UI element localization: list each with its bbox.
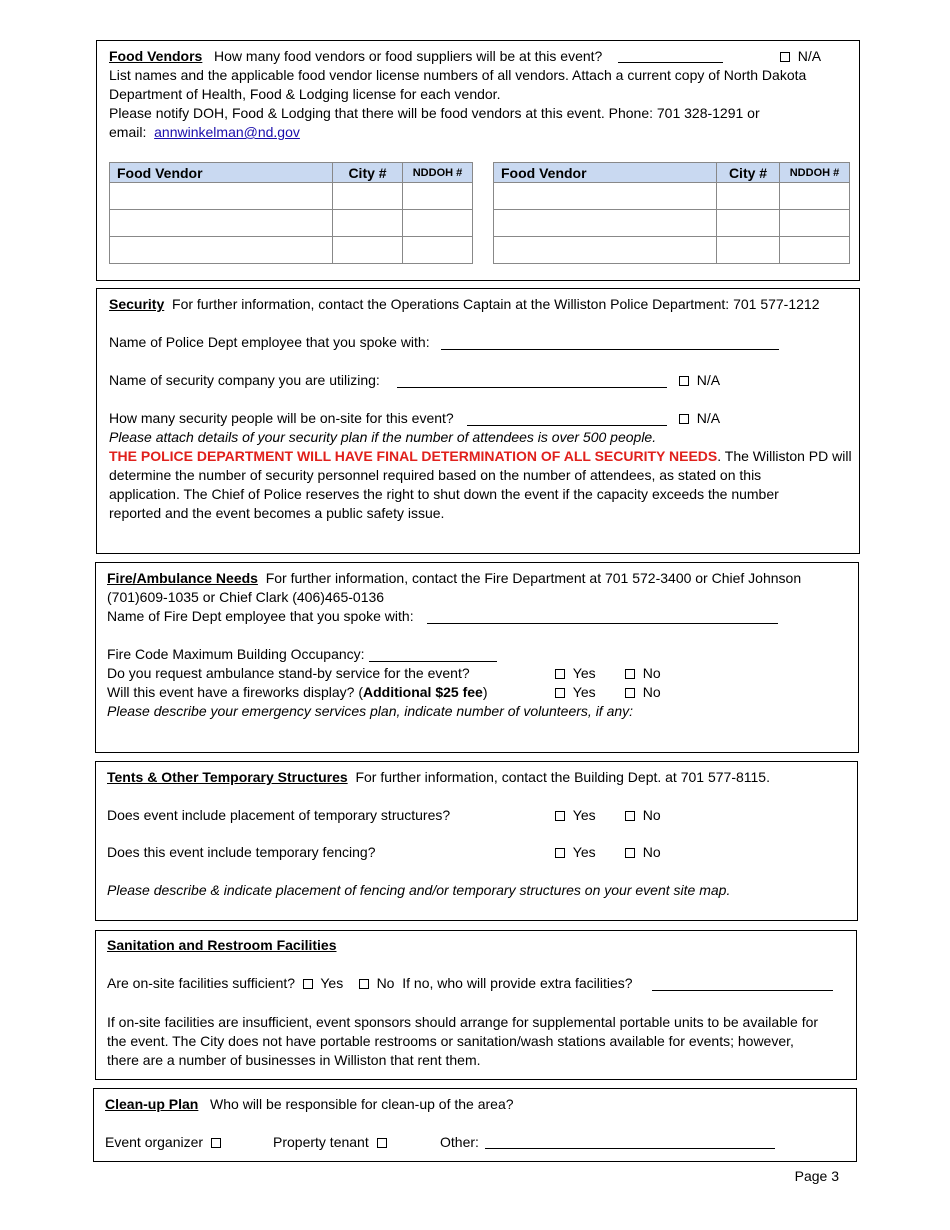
- tents-structures-question: Does event include placement of temporary structures?: [107, 807, 451, 823]
- tents-fencing-question: Does this event include temporary fencing?: [107, 844, 376, 860]
- food-line-2: Department of Health, Food & Lodging license for each vendor.: [109, 86, 501, 102]
- fire-occupancy-field[interactable]: [369, 661, 497, 662]
- yes-label: Yes: [572, 665, 596, 681]
- vendor-cell[interactable]: [110, 183, 333, 210]
- fire-label: Fire/Ambulance Needs: [107, 570, 258, 586]
- page-number: Page 3: [794, 1168, 839, 1184]
- fire-intro-row: [107, 569, 801, 588]
- police-employee-field[interactable]: [441, 349, 779, 350]
- table-row: [494, 237, 850, 264]
- food-line-1: List names and the applicable food vendor license numbers of all vendors. Attach a current copy of North Dakota: [109, 67, 807, 83]
- security-line-3: application. The Chief of Police reserves the right to shut down the event if the capacity exceeds the number: [109, 486, 779, 502]
- ambulance-yes-checkbox[interactable]: [555, 669, 565, 679]
- fireworks-close: ): [482, 684, 488, 700]
- nddoh-cell[interactable]: [780, 237, 850, 264]
- fire-employee-question: Name of Fire Dept employee that you spoke with:: [107, 608, 414, 624]
- tents-intro-row: [107, 768, 770, 787]
- sanitation-line-1: If on-site facilities are insufficient, event sponsors should arrange for supplemental portable units to be available for: [107, 1014, 819, 1030]
- cleanup-organizer-option[interactable]: [105, 1133, 221, 1152]
- tents-describe-note: Please describe & indicate placement of fencing and/or temporary structures on your event site map.: [107, 882, 731, 898]
- table-row: [110, 183, 473, 210]
- security-company-na-option[interactable]: [679, 371, 720, 390]
- security-label: Security: [109, 296, 165, 312]
- cleanup-label: Clean-up Plan: [105, 1096, 199, 1112]
- food-email-label: email:: [109, 124, 147, 140]
- city-cell[interactable]: [333, 237, 403, 264]
- na-label: N/A: [696, 372, 721, 388]
- yes-label: Yes: [572, 844, 596, 860]
- city-col-header: City #: [717, 163, 780, 183]
- tents-label: Tents & Other Temporary Structures: [107, 769, 348, 785]
- food-na-label: N/A: [797, 48, 822, 64]
- cleanup-other-field[interactable]: [485, 1148, 775, 1149]
- fire-fireworks-question-row: [107, 683, 487, 702]
- sanitation-extra-question: If no, who will provide extra facilities?: [402, 975, 633, 991]
- nddoh-col-header: NDDOH #: [403, 163, 473, 183]
- vendor-cell[interactable]: [110, 210, 333, 237]
- fencing-yes-checkbox[interactable]: [555, 848, 565, 858]
- city-cell[interactable]: [333, 183, 403, 210]
- city-col-header: City #: [333, 163, 403, 183]
- yes-label: Yes: [320, 975, 344, 991]
- vendor-cell[interactable]: [110, 237, 333, 264]
- food-na-checkbox[interactable]: [780, 52, 790, 62]
- table-row: [494, 183, 850, 210]
- cleanup-tenant-option[interactable]: [273, 1133, 387, 1152]
- no-label: No: [642, 807, 661, 823]
- structures-yes-checkbox[interactable]: [555, 811, 565, 821]
- security-people-na-option[interactable]: [679, 409, 720, 428]
- table-row: [494, 210, 850, 237]
- fireworks-fee: Additional $25 fee: [363, 684, 483, 700]
- ambulance-yes-option[interactable]: [555, 664, 596, 683]
- food-vendor-table-right: [493, 162, 850, 264]
- fire-employee-field[interactable]: [427, 623, 778, 624]
- security-line-2: determine the number of security personnel required based on the number of attendees, as stated on this: [109, 467, 762, 483]
- security-attach-note: Please attach details of your security plan if the number of attendees is over 500 people.: [109, 429, 657, 445]
- nddoh-cell[interactable]: [780, 210, 850, 237]
- fire-line-2: (701)609-1035 or Chief Clark (406)465-0136: [107, 589, 385, 605]
- no-label: No: [642, 844, 661, 860]
- security-intro-row: [109, 295, 819, 314]
- fireworks-no-checkbox[interactable]: [625, 688, 635, 698]
- sanitation-line-2: the event. The City does not have portable restrooms or sanitation/wash stations available for events; however,: [107, 1033, 794, 1049]
- cleanup-other-option: [440, 1133, 479, 1152]
- food-vendor-table-left: [109, 162, 473, 264]
- vendor-cell[interactable]: [494, 183, 717, 210]
- fire-intro: For further information, contact the Fire Department at 701 572-3400 or Chief Johnson: [265, 570, 802, 586]
- nddoh-cell[interactable]: [403, 210, 473, 237]
- sanitation-question-row: [107, 974, 633, 993]
- ambulance-no-option[interactable]: [625, 664, 661, 683]
- food-vendors-label: Food Vendors: [109, 48, 203, 64]
- security-people-question: How many security people will be on-site for this event?: [109, 410, 454, 426]
- food-na-option[interactable]: [780, 47, 821, 66]
- security-warning-row: [109, 447, 852, 466]
- tents-intro: For further information, contact the Building Dept. at 701 577-8115.: [355, 769, 770, 785]
- city-cell[interactable]: [333, 210, 403, 237]
- fire-occupancy-question: Fire Code Maximum Building Occupancy:: [107, 646, 365, 662]
- sanitation-line-3: there are a number of businesses in Williston that rent them.: [107, 1052, 481, 1068]
- city-cell[interactable]: [717, 183, 780, 210]
- no-label: No: [642, 665, 661, 681]
- table-row: [110, 210, 473, 237]
- fireworks-yes-checkbox[interactable]: [555, 688, 565, 698]
- structures-no-checkbox[interactable]: [625, 811, 635, 821]
- cleanup-intro-row: [105, 1095, 514, 1114]
- sanitation-yes-checkbox[interactable]: [303, 979, 313, 989]
- na-label: N/A: [696, 410, 721, 426]
- structures-yes-option[interactable]: [555, 806, 596, 825]
- fireworks-yes-option[interactable]: [555, 683, 596, 702]
- food-vendors-question: How many food vendors or food suppliers will be at this event?: [214, 48, 603, 64]
- city-cell[interactable]: [717, 237, 780, 264]
- food-line-3: Please notify DOH, Food & Lodging that there will be food vendors at this event. Phone: 701 328-1291 or: [109, 105, 760, 121]
- fencing-yes-option[interactable]: [555, 843, 596, 862]
- fire-ambulance-question: Do you request ambulance stand-by service for the event?: [107, 665, 470, 681]
- sanitation-label: Sanitation and Restroom Facilities: [107, 937, 337, 953]
- yes-label: Yes: [572, 684, 596, 700]
- extra-facilities-field[interactable]: [652, 990, 833, 991]
- nddoh-cell[interactable]: [403, 183, 473, 210]
- fireworks-no-option[interactable]: [625, 683, 661, 702]
- vendor-cell[interactable]: [494, 210, 717, 237]
- nddoh-cell[interactable]: [403, 237, 473, 264]
- security-line-4: reported and the event becomes a public safety issue.: [109, 505, 445, 521]
- security-company-na-checkbox[interactable]: [679, 376, 689, 386]
- no-label: No: [642, 684, 661, 700]
- tenant-label: Property tenant: [273, 1134, 369, 1150]
- security-company-question: Name of security company you are utilizing:: [109, 372, 380, 388]
- other-label: Other:: [440, 1134, 479, 1150]
- ambulance-no-checkbox[interactable]: [625, 669, 635, 679]
- food-email-row: [109, 123, 300, 142]
- nddoh-cell[interactable]: [780, 183, 850, 210]
- security-people-field[interactable]: [467, 425, 667, 426]
- structures-no-option[interactable]: [625, 806, 661, 825]
- sanitation-question: Are on-site facilities sufficient?: [107, 975, 296, 991]
- security-people-na-checkbox[interactable]: [679, 414, 689, 424]
- cleanup-question: Who will be responsible for clean-up of the area?: [210, 1096, 514, 1112]
- security-warning-cont: . The Williston PD will: [717, 448, 852, 464]
- vendor-col-header: Food Vendor: [110, 163, 333, 183]
- sanitation-no-checkbox[interactable]: [359, 979, 369, 989]
- fencing-no-checkbox[interactable]: [625, 848, 635, 858]
- security-warning: THE POLICE DEPARTMENT WILL HAVE FINAL DETERMINATION OF ALL SECURITY NEEDS: [109, 448, 718, 464]
- security-company-field[interactable]: [397, 387, 667, 388]
- city-cell[interactable]: [717, 210, 780, 237]
- tenant-checkbox[interactable]: [377, 1138, 387, 1148]
- food-vendors-row: [109, 47, 602, 66]
- vendor-col-header: Food Vendor: [494, 163, 717, 183]
- food-vendor-count-field[interactable]: [618, 62, 723, 63]
- nddoh-col-header: NDDOH #: [780, 163, 850, 183]
- fencing-no-option[interactable]: [625, 843, 661, 862]
- no-label: No: [376, 975, 395, 991]
- fireworks-question: Will this event have a fireworks display? (: [107, 684, 363, 700]
- security-intro: For further information, contact the Operations Captain at the Williston Police Department: 701 577-1212: [172, 296, 820, 312]
- security-police-question: Name of Police Dept employee that you spoke with:: [109, 334, 430, 350]
- organizer-label: Event organizer: [105, 1134, 204, 1150]
- vendor-cell[interactable]: [494, 237, 717, 264]
- fire-describe-note: Please describe your emergency services plan, indicate number of volunteers, if any:: [107, 703, 634, 719]
- yes-label: Yes: [572, 807, 596, 823]
- food-email-link[interactable]: annwinkelman@nd.gov: [154, 124, 300, 140]
- table-row: [110, 237, 473, 264]
- organizer-checkbox[interactable]: [211, 1138, 221, 1148]
